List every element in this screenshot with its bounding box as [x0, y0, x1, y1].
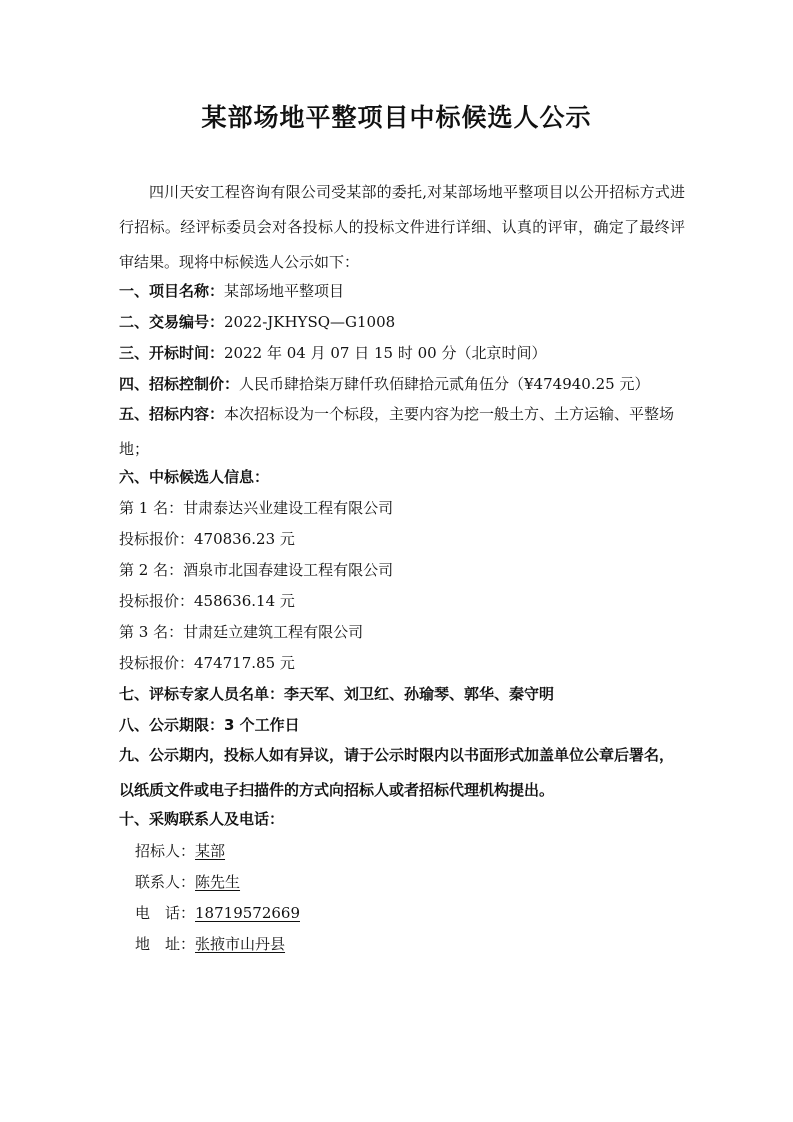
- candidate-1-rank: 第 1 名：甘肃泰达兴业建设工程有限公司: [119, 499, 394, 517]
- open-time-value: 2022 年 04 月 07 日 15 时 00 分（北京时间）: [224, 344, 547, 362]
- candidate-3-price: 投标报价：474717.85 元: [119, 654, 295, 672]
- open-time-line: [119, 343, 546, 363]
- trade-no-value: 2022-JKHYSQ—G1008: [224, 313, 396, 331]
- candidates-heading: 六、中标候选人信息：: [119, 468, 270, 486]
- contact-phone: [135, 902, 300, 923]
- contact-person: [135, 871, 240, 892]
- open-time-label: 三、开标时间：: [119, 344, 225, 362]
- content-label: 五、招标内容：: [119, 405, 225, 423]
- contact-heading: 十、采购联系人及电话：: [119, 810, 285, 828]
- objection-paragraph: 九、公示期内，投标人如有异议，请于公示时限内以书面形式加盖单位公章后署名，以纸质文件或电子扫描件的方式向招标人或者招标代理机构提出。: [119, 746, 675, 799]
- control-price-value: 人民币肆拾柒万肆仟玖佰肆拾元贰角伍分（¥474940.25 元）: [239, 375, 650, 393]
- trade-no-label: 二、交易编号：: [119, 313, 225, 331]
- content-line: [119, 397, 685, 467]
- person-label: 联系人：: [135, 873, 196, 891]
- address-label: 地 址：: [135, 935, 196, 953]
- control-price-label: 四、招标控制价：: [119, 375, 240, 393]
- project-name-label: 一、项目名称：: [119, 282, 225, 300]
- content-value: 本次招标设为一个标段，主要内容为挖一般土方、土方运输、平整场地；: [119, 405, 675, 458]
- address-value: 张掖市山丹县: [195, 935, 286, 953]
- candidate-1-price: 投标报价：470836.23 元: [119, 530, 295, 548]
- trade-no-line: [119, 312, 395, 332]
- page-title: 某部场地平整项目中标候选人公示: [201, 103, 592, 132]
- intro-paragraph: 四川天安工程咨询有限公司受某部的委托,对某部场地平整项目以公开招标方式进行招标。经评标委员会对各投标人的投标文件进行详细、认真的评审，确定了最终评审结果。现将中标候选人公示如下：: [119, 183, 685, 271]
- project-name-line: [119, 281, 344, 301]
- experts-line: 七、评标专家人员名单：李天军、刘卫红、孙瑜琴、郭华、秦守明: [119, 685, 555, 703]
- candidate-2-price: 投标报价：458636.14 元: [119, 592, 295, 610]
- period-line: 八、公示期限：3 个工作日: [119, 716, 300, 734]
- contact-address: [135, 933, 285, 954]
- person-value: 陈先生: [195, 873, 241, 891]
- project-name-value: 某部场地平整项目: [224, 282, 345, 300]
- tenderer-value: 某部: [195, 842, 226, 860]
- control-price-line: [119, 374, 649, 394]
- phone-label: 电 话：: [135, 904, 196, 922]
- candidate-2-rank: 第 2 名：酒泉市北国春建设工程有限公司: [119, 561, 394, 579]
- candidate-3-rank: 第 3 名：甘肃廷立建筑工程有限公司: [119, 623, 364, 641]
- tenderer-label: 招标人：: [135, 842, 196, 860]
- phone-value: 18719572669: [195, 904, 300, 922]
- contact-tenderer: [135, 840, 225, 861]
